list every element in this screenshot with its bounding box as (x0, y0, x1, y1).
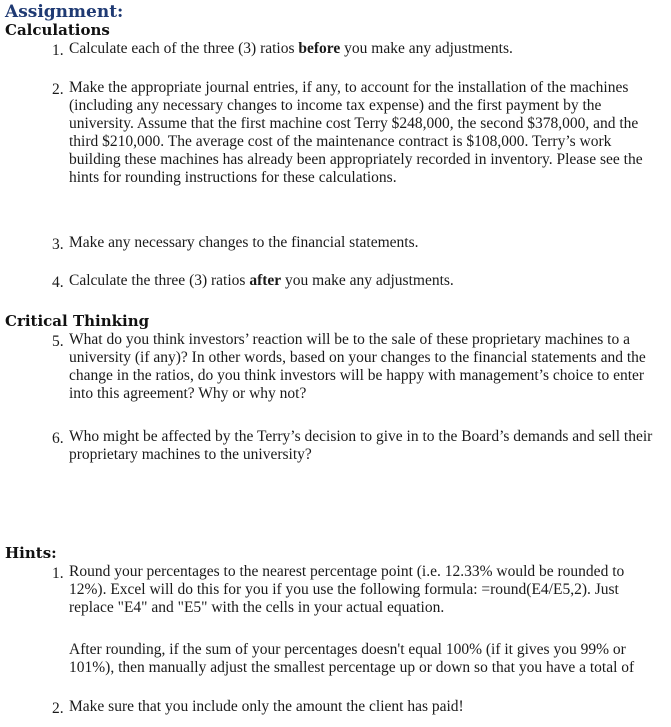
assignment-title: Assignment: (5, 2, 124, 22)
calc-item-2 (52, 79, 664, 187)
critical-thinking-heading: Critical Thinking (5, 312, 150, 330)
emphasis-after: after (249, 272, 282, 289)
item-number: 2. (52, 700, 64, 717)
item-number: 5. (52, 333, 64, 350)
item-text: Make the appropriate journal entries, if any, to account for the installation of the machines (including any necessary changes to income tax expense) and the first payment by the university. Assume that the first machine cost Terry $248,000, the second $378,000, and the third $210,000. The average cost of the maintenance contract is $108,000. Terry’s work building these machines has already been appropriately recorded in inventory. Please see the hints for rounding instructions for these calculations. (69, 79, 643, 186)
critical-item-5 (52, 331, 664, 403)
hint-item-1 (52, 563, 664, 617)
item-text: Make any necessary changes to the financial statements. (69, 234, 419, 251)
critical-item-6 (52, 428, 664, 464)
hints-heading: Hints: (5, 544, 57, 562)
item-text: Calculate each of the three (3) ratios before you make any adjustments. (69, 40, 513, 57)
emphasis-before: before (298, 40, 341, 57)
calc-item-1 (52, 40, 664, 58)
hint-item-2 (52, 698, 664, 716)
calculations-heading: Calculations (5, 21, 110, 39)
item-number: 6. (52, 430, 64, 447)
item-text: Calculate the three (3) ratios after you make any adjustments. (69, 272, 454, 289)
calc-item-3 (52, 234, 664, 252)
item-text: Make sure that you include only the amount the client has paid! (69, 698, 464, 715)
calc-item-4 (52, 272, 664, 290)
item-text: Who might be affected by the Terry’s decision to give in to the Board’s demands and sell their proprietary machines to the university? (69, 428, 653, 463)
hint-rounding-paragraph: After rounding, if the sum of your percentages doesn't equal 100% (if it gives you 99% or 101%), then manually adjust the smallest percentage up or down so that you have a total of (69, 641, 635, 676)
item-number: 1. (52, 42, 64, 59)
item-text: Round your percentages to the nearest percentage point (i.e. 12.33% would be rounded to 12%). Excel will do this for you if you use the following formula: =round(E4/E5,2). Just replace "E4" and "E5" with the cells in your actual equation. (69, 563, 625, 616)
item-number: 2. (52, 81, 64, 98)
item-number: 3. (52, 236, 64, 253)
item-number: 4. (52, 274, 64, 291)
item-text: What do you think investors’ reaction will be to the sale of these proprietary machines to a university (if any)? In other words, based on your changes to the financial statements and the change in the ratios, do you think investors will be happy with management’s choice to enter into this agreement? Why or why not? (69, 331, 646, 402)
item-number: 1. (52, 565, 64, 582)
